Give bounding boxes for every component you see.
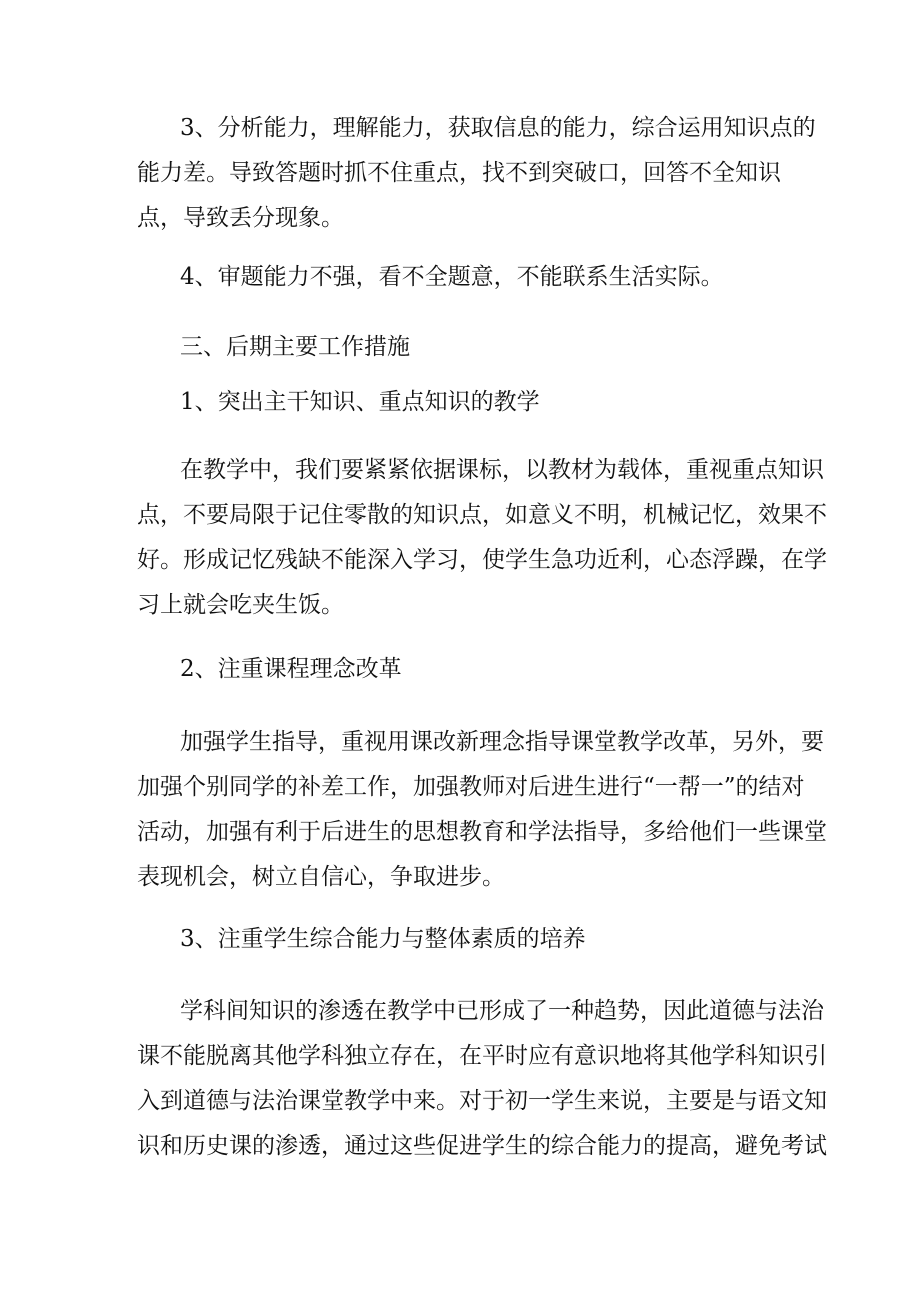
text-line: 4、审题能力不强，看不全题意，不能联系生活实际。 — [180, 264, 724, 290]
text-line: 在教学中，我们要紧紧依据课标，以教材为载体，重视重点知识 — [180, 457, 824, 483]
text-line: 活动，加强有利于后进生的思想教育和学法指导，多给他们一些课堂 — [137, 819, 827, 845]
text-line: 习上就会吃夹生饭。 — [137, 592, 344, 618]
subsection-heading: 3、注重学生综合能力与整体素质的培养 — [180, 926, 586, 952]
text-line: 课不能脱离其他学科独立存在，在平时应有意识地将其他学科知识引 — [137, 1043, 827, 1069]
text-line: 好。形成记忆残缺不能深入学习，使学生急功近利，心态浮躁，在学 — [137, 547, 827, 573]
subsection-heading: 1、突出主干知识、重点知识的教学 — [180, 389, 540, 415]
text-line: 加强个别同学的补差工作，加强教师对后进生进行“一帮一”的结对 — [137, 774, 805, 800]
section-heading: 三、后期主要工作措施 — [180, 334, 410, 360]
text-line: 点，不要局限于记住零散的知识点，如意义不明，机械记忆，效果不 — [137, 502, 827, 528]
text-line: 加强学生指导，重视用课改新理念指导课堂教学改革，另外，要 — [180, 729, 824, 755]
text-line: 入到道德与法治课堂教学中来。对于初一学生来说，主要是与语文知 — [137, 1088, 827, 1114]
subsection-heading: 2、注重课程理念改革 — [180, 656, 402, 682]
text-line: 识和历史课的渗透，通过这些促进学生的综合能力的提高，避免考试 — [137, 1133, 827, 1159]
text-line: 点，导致丢分现象。 — [137, 205, 344, 231]
text-line: 学科间知识的渗透在教学中已形成了一种趋势，因此道德与法治 — [180, 998, 824, 1024]
text-line: 3、分析能力，理解能力，获取信息的能力，综合运用知识点的 — [180, 115, 816, 141]
text-line: 表现机会，树立自信心，争取进步。 — [137, 864, 505, 890]
text-line: 能力差。导致答题时抓不住重点，找不到突破口，回答不全知识 — [137, 160, 781, 186]
